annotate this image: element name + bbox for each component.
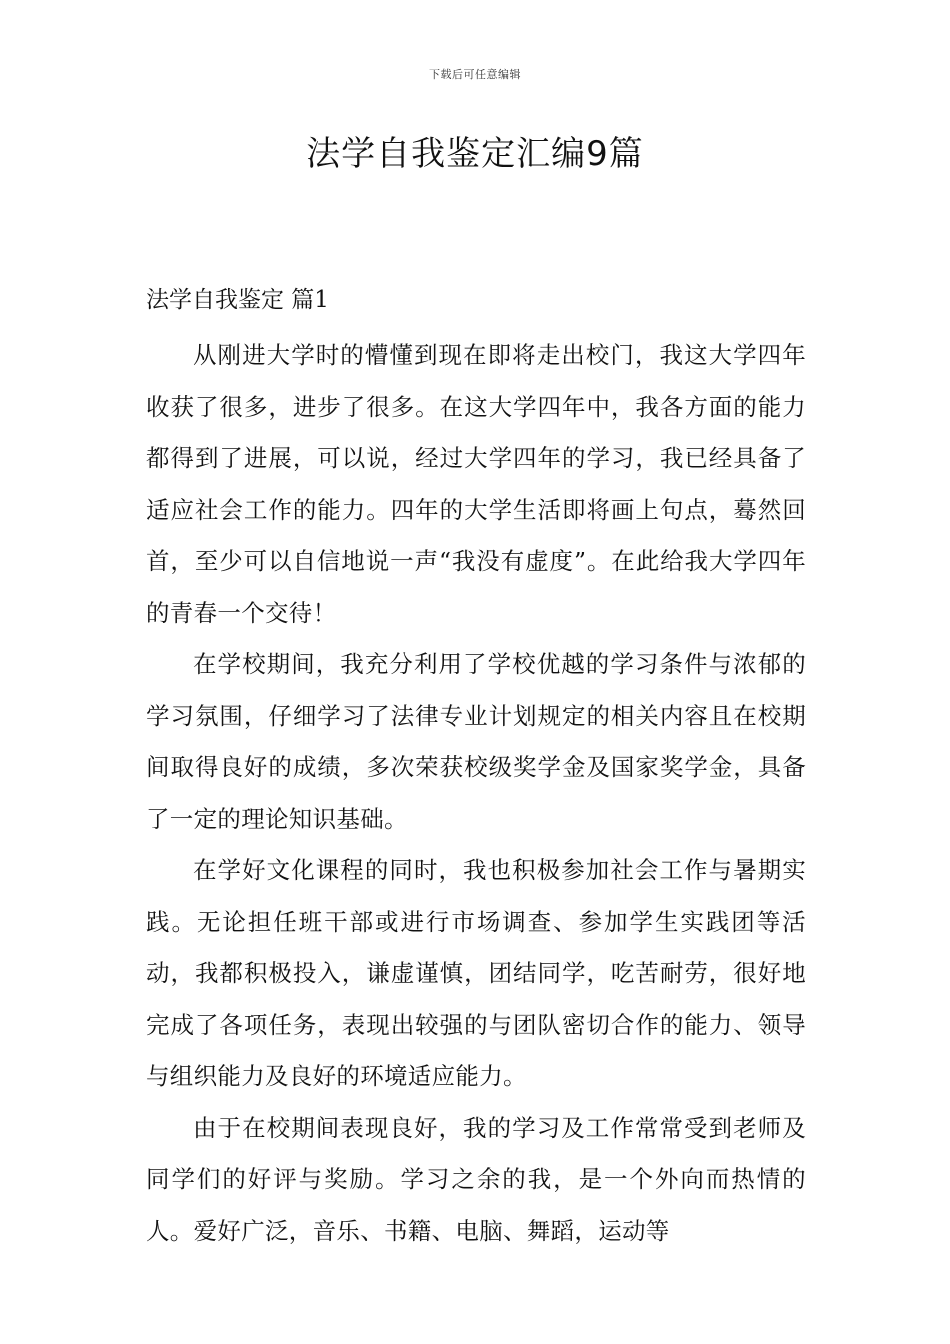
paragraph: 在学好文化课程的同时，我也积极参加社会工作与暑期实践。无论担任班干部或进行市场调查、参加学生实践团等活动，我都积极投入，谦虚谨慎，团结同学，吃苦耐劳，很好地完成了各项任务，表现出较强的与团队密切合作的能力、领导与组织能力及良好的环境适应能力。 [146, 856, 806, 1090]
document-title: 法学自我鉴定汇编9篇 [306, 134, 644, 174]
paragraph: 由于在校期间表现良好，我的学习及工作常常受到老师及同学们的好评与奖励。学习之余的我，是一个外向而热情的人。爱好广泛，音乐、书籍、电脑、舞蹈，运动等 [146, 1113, 806, 1245]
header-note: 下载后可任意编辑 [429, 68, 521, 81]
section-heading: 法学自我鉴定 篇1 [146, 287, 329, 313]
document-body [146, 280, 806, 1257]
paragraph: 在学校期间，我充分利用了学校优越的学习条件与浓郁的学习氛围，仔细学习了法律专业计划规定的相关内容且在校期间取得良好的成绩，多次荣获校级奖学金及国家奖学金，具备了一定的理论知识基础。 [146, 650, 806, 833]
paragraph: 从刚进大学时的懵懂到现在即将走出校门，我这大学四年收获了很多，进步了很多。在这大学四年中，我各方面的能力都得到了进展，可以说，经过大学四年的学习，我已经具备了适应社会工作的能力。四年的大学生活即将画上句点，蓦然回首，至少可以自信地说一声“我没有虚度”。在此给我大学四年的青春一个交待！ [146, 341, 806, 627]
